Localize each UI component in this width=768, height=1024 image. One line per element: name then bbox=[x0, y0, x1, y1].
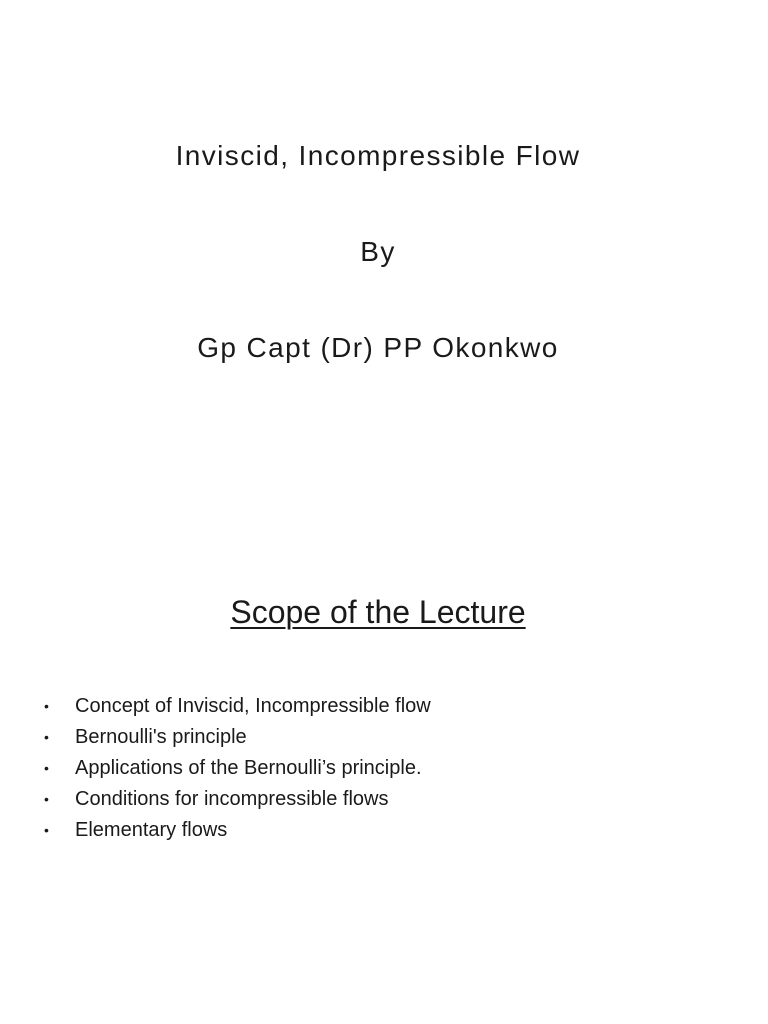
list-item bbox=[44, 723, 431, 754]
list-item bbox=[44, 816, 431, 847]
list-item-text: Bernoulli's principle bbox=[75, 726, 247, 748]
scope-bullet-list bbox=[44, 692, 431, 847]
list-item-text: Concept of Inviscid, Incompressible flow bbox=[75, 695, 431, 717]
list-item bbox=[44, 692, 431, 723]
list-item-text: Conditions for incompressible flows bbox=[75, 788, 389, 810]
list-item-text: Elementary flows bbox=[75, 819, 228, 841]
bullet-icon: • bbox=[44, 822, 49, 838]
bullet-icon: • bbox=[44, 698, 49, 714]
section-heading-scope: Scope of the Lecture bbox=[230, 594, 526, 630]
list-item bbox=[44, 785, 431, 816]
bullet-icon: • bbox=[44, 760, 49, 776]
document-title: Inviscid, Incompressible Flow bbox=[175, 140, 581, 171]
bullet-icon: • bbox=[44, 791, 49, 807]
byline-label: By bbox=[360, 236, 396, 267]
list-item-text: Applications of the Bernoulli’s principle. bbox=[75, 757, 422, 779]
author-name: Gp Capt (Dr) PP Okonkwo bbox=[197, 332, 559, 363]
list-item bbox=[44, 754, 431, 785]
bullet-icon: • bbox=[44, 729, 49, 745]
